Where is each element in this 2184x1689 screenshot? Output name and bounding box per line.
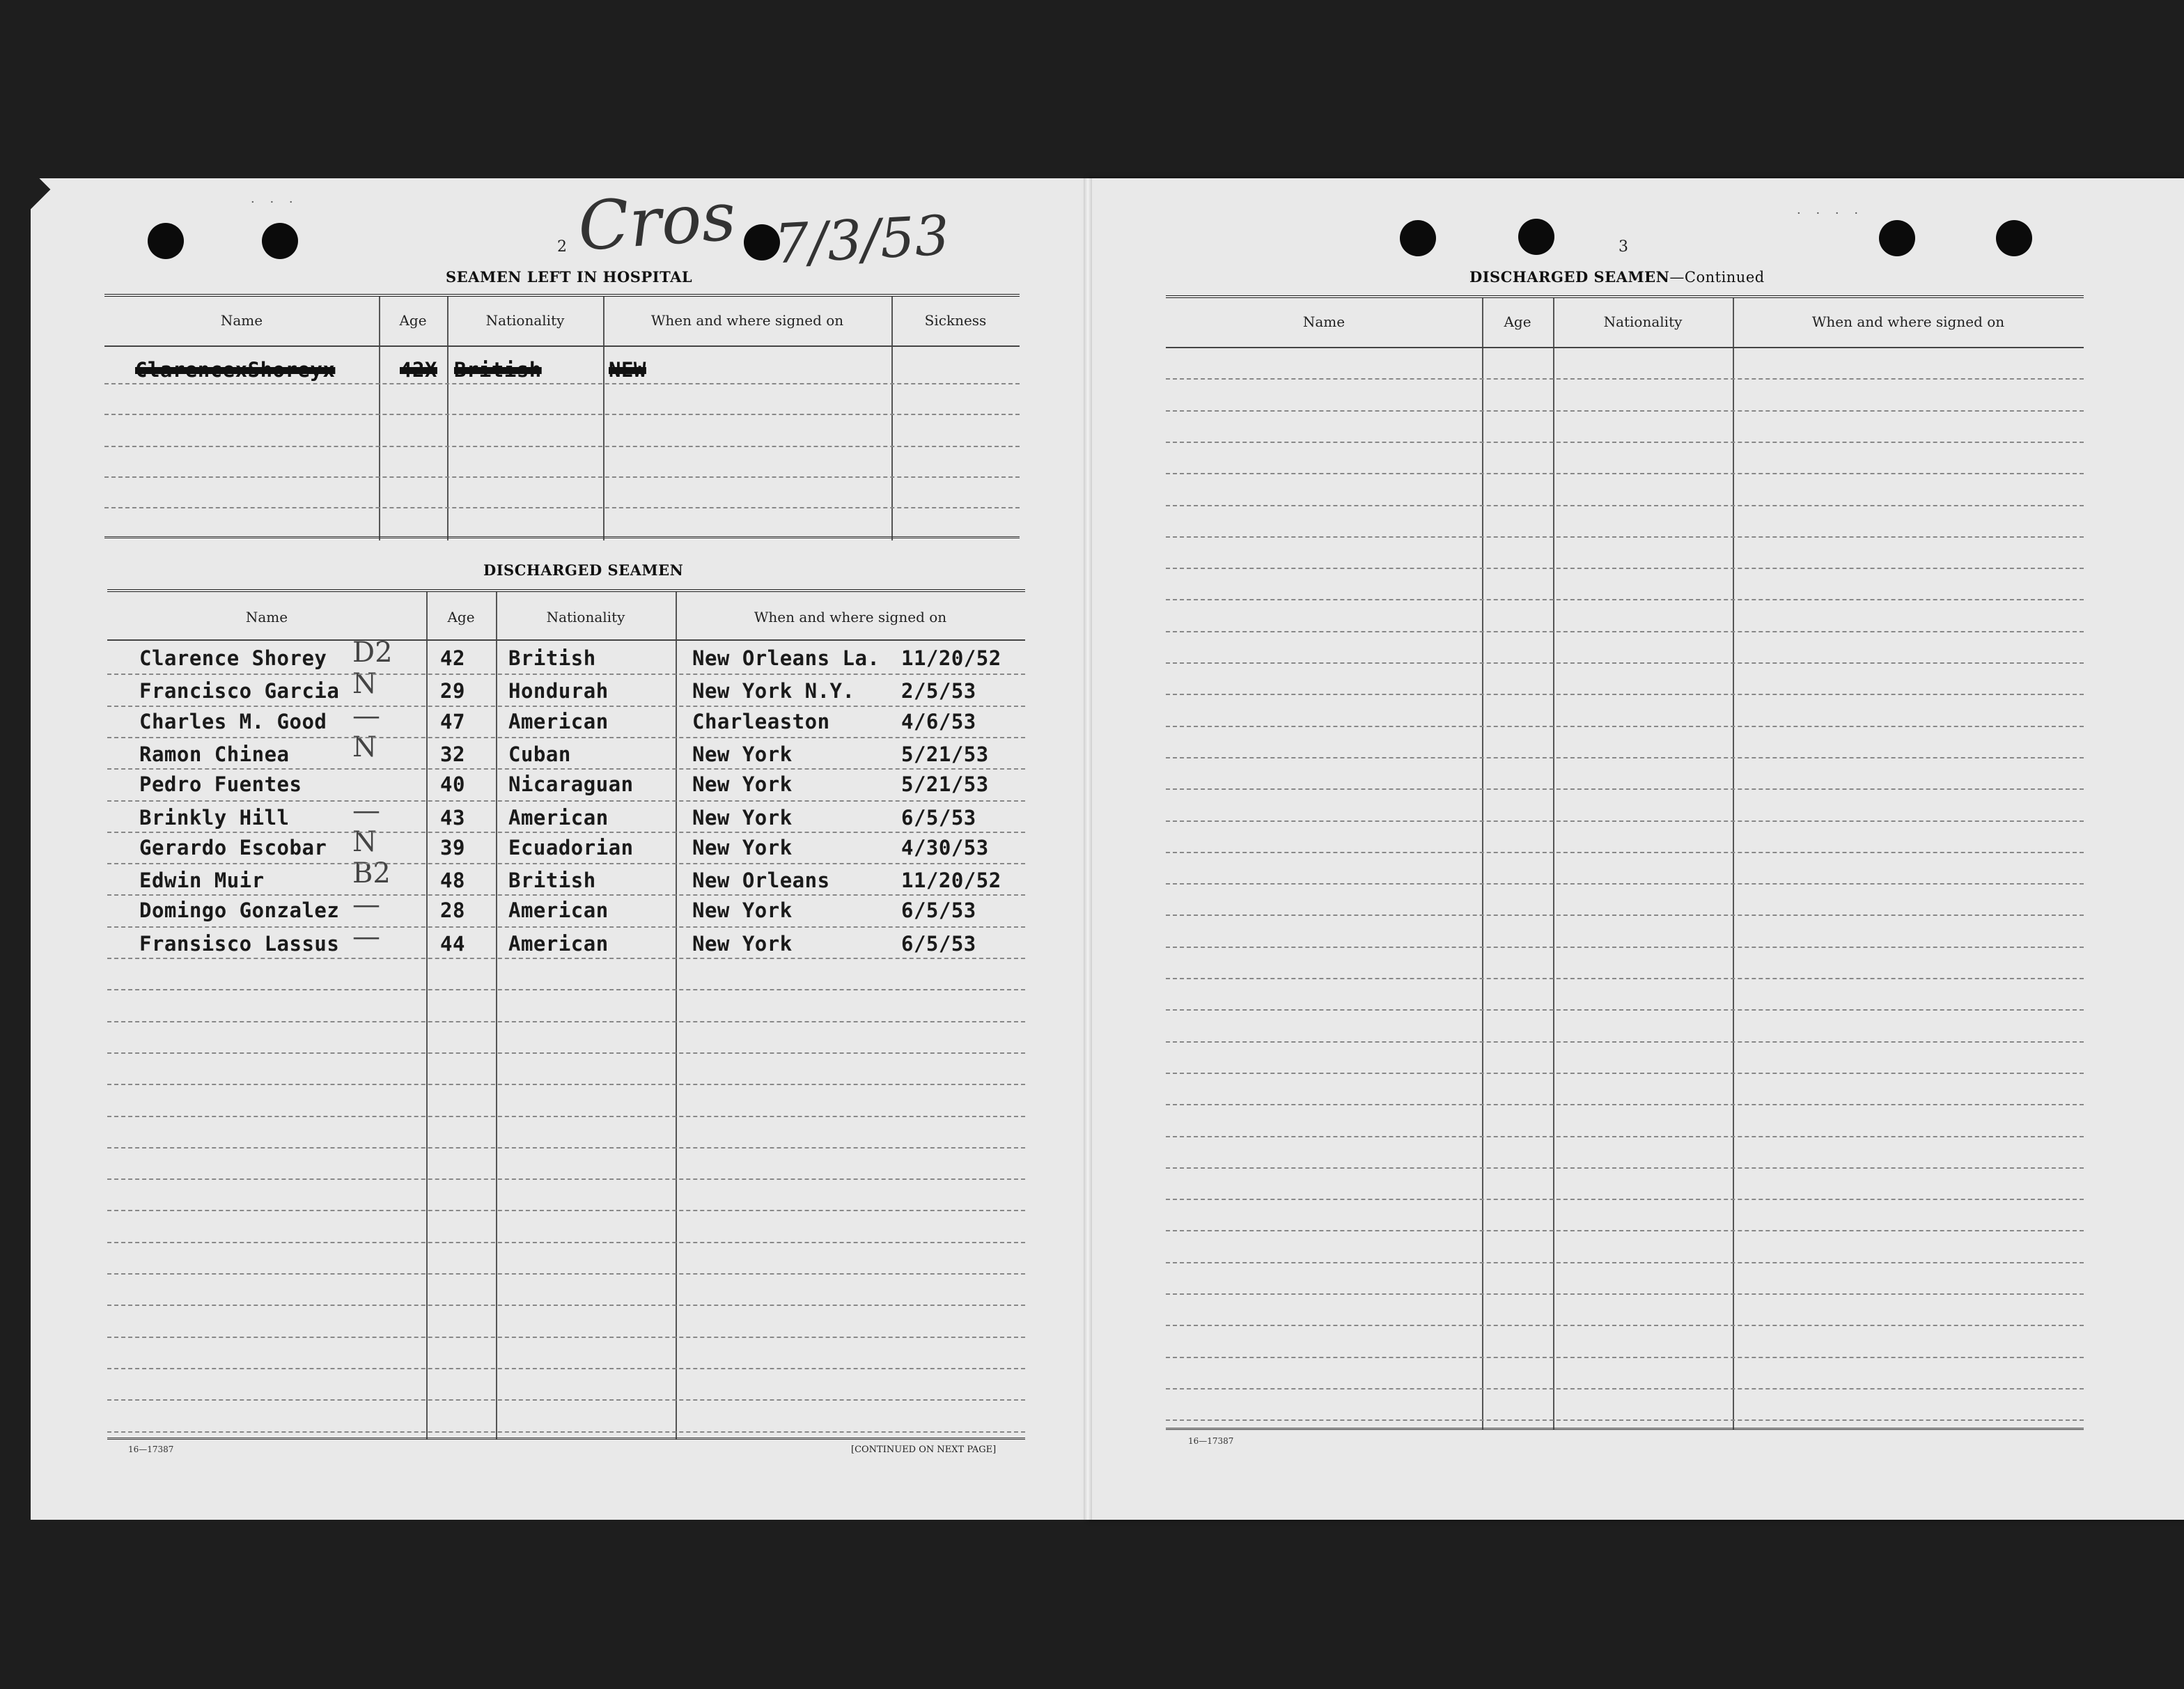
ruled-row [1166, 473, 2084, 474]
continued-table [1166, 295, 2084, 1436]
struck-signed-on: NEW [609, 358, 646, 382]
discharged-table [107, 589, 1025, 1442]
hospital-col-sickness: Sickness [924, 312, 987, 329]
discharged-nationality: British [508, 646, 596, 670]
discharged-place: New York N.Y. [692, 679, 855, 703]
table-row [107, 768, 1025, 800]
ruled-row [1166, 1230, 2084, 1231]
table-row [107, 857, 1025, 894]
ruled-row [1166, 410, 2084, 412]
ruled-row [1166, 947, 2084, 948]
ruled-row [1166, 599, 2084, 600]
discharged-nationality: Cuban [508, 742, 571, 766]
discharged-date: 11/20/52 [901, 869, 1001, 893]
discharged-date: 11/20/52 [901, 646, 1001, 670]
handwritten-mark: B2 [352, 857, 391, 890]
ruled-row [1166, 631, 2084, 632]
discharged-date: 6/5/53 [901, 931, 976, 956]
ruled-row [1166, 914, 2084, 916]
discharged-nationality: American [508, 931, 609, 956]
discharged-place: New Orleans La. [692, 646, 880, 670]
ruled-row [1166, 1293, 2084, 1295]
discharged-place: New York [692, 742, 793, 766]
table-row [107, 668, 1025, 705]
punch-hole [148, 223, 184, 259]
table-row [107, 794, 1025, 832]
discharged-age: 44 [440, 931, 465, 956]
table-row [107, 699, 1025, 737]
ruled-row [1166, 978, 2084, 979]
struck-age: 42X [400, 358, 437, 382]
discharged-name: Brinkly Hill [139, 805, 290, 830]
discharged-name: Francisco Garcia [139, 679, 340, 703]
hospital-col-name: Name [220, 312, 263, 329]
discharged-age: 29 [440, 679, 465, 703]
discharged-nationality: Nicaraguan [508, 772, 634, 797]
punch-hole [1879, 220, 1915, 256]
struck-name: ClarencexShoreyx [135, 358, 336, 382]
continued-footnote: [CONTINUED ON NEXT PAGE] [851, 1445, 997, 1455]
discharged-date: 4/30/53 [901, 835, 989, 859]
table-row [107, 731, 1025, 768]
table-row [107, 825, 1025, 863]
ruled-row [1166, 536, 2084, 538]
discharged-age: 43 [440, 805, 465, 830]
discharged-col-nationality: Nationality [546, 609, 625, 625]
discharged-col-age: Age [447, 609, 475, 625]
continued-col-age: Age [1504, 313, 1531, 330]
ruled-row [1166, 568, 2084, 569]
decorative-dots: · · · · [1797, 206, 1864, 221]
table-row [107, 637, 1025, 674]
punch-hole [1400, 220, 1436, 256]
continued-col-signed-on: When and where signed on [1811, 313, 2005, 330]
discharged-place: New York [692, 835, 793, 859]
hospital-section-title: SEAMEN LEFT IN HOSPITAL [446, 268, 693, 286]
discharged-nationality: Hondurah [508, 679, 609, 703]
handwritten-date: 7/3/53 [772, 204, 951, 277]
discharged-col-signed-on: When and where signed on [754, 609, 947, 625]
discharged-name: Gerardo Escobar [139, 835, 327, 859]
discharged-age: 48 [440, 869, 465, 893]
ruled-row [1166, 1009, 2084, 1011]
hospital-col-signed-on: When and where signed on [650, 312, 844, 329]
page-number-right: 3 [1618, 238, 1628, 256]
ruled-row [1166, 726, 2084, 727]
discharged-age: 47 [440, 709, 465, 733]
discharged-name: Ramon Chinea [139, 742, 290, 766]
form-number-left: 16—17387 [128, 1445, 174, 1454]
continued-section-title [1469, 268, 1765, 286]
hospital-table [104, 294, 1020, 540]
discharged-age: 32 [440, 742, 465, 766]
discharged-place: New York [692, 772, 793, 797]
struck-nationality: British [454, 358, 542, 382]
handwritten-mark: — [352, 920, 380, 953]
handwritten-mark: N [352, 825, 377, 858]
discharged-section-title: DISCHARGED SEAMEN [483, 561, 684, 579]
continued-col-nationality: Nationality [1603, 313, 1683, 330]
ruled-row [1166, 1073, 2084, 1074]
ruled-row [1166, 788, 2084, 790]
ruled-row [1166, 694, 2084, 695]
ruled-row [1166, 820, 2084, 822]
discharged-nationality: American [508, 898, 609, 923]
discharged-age: 28 [440, 898, 465, 923]
discharged-date: 5/21/53 [901, 742, 989, 766]
handwritten-mark: — [352, 699, 380, 732]
page-number-left: 2 [557, 238, 567, 256]
discharged-place: New York [692, 805, 793, 830]
ruled-row [1166, 1136, 2084, 1137]
continued-col-name: Name [1302, 313, 1346, 330]
discharged-date: 5/21/53 [901, 772, 989, 797]
discharged-name: Domingo Gonzalez [139, 898, 340, 923]
decorative-dots: · · · [251, 195, 299, 210]
discharged-place: New York [692, 931, 793, 956]
discharged-nationality: American [508, 709, 609, 733]
discharged-nationality: British [508, 869, 596, 893]
discharged-age: 39 [440, 835, 465, 859]
form-number-right: 16—17387 [1188, 1436, 1234, 1446]
ruled-row [1166, 505, 2084, 506]
ruled-row [1166, 1167, 2084, 1169]
ruled-row [1166, 378, 2084, 380]
ruled-row [1166, 1357, 2084, 1358]
ruled-row [1166, 883, 2084, 885]
handwritten-mark: N [352, 731, 377, 763]
ruled-row [1166, 1041, 2084, 1043]
discharged-name: Pedro Fuentes [139, 772, 302, 797]
discharged-name: Charles M. Good [139, 709, 327, 733]
ruled-row [1166, 1262, 2084, 1263]
ruled-row [1166, 1388, 2084, 1390]
ruled-row [1166, 757, 2084, 758]
ruled-row [1166, 1325, 2084, 1326]
discharged-col-name: Name [245, 609, 288, 625]
discharged-place: New York [692, 898, 793, 923]
handwritten-mark: — [352, 794, 380, 827]
discharged-name: Clarence Shorey [139, 646, 327, 670]
ruled-row [1166, 1419, 2084, 1421]
discharged-nationality: American [508, 805, 609, 830]
handwritten-mark: D2 [352, 637, 393, 669]
book-spine [1084, 178, 1092, 1520]
discharged-name: Edwin Muir [139, 869, 265, 893]
table-row [107, 889, 1025, 926]
discharged-age: 42 [440, 646, 465, 670]
punch-hole [1518, 219, 1554, 255]
discharged-age: 40 [440, 772, 465, 797]
discharged-date: 6/5/53 [901, 805, 976, 830]
hospital-col-nationality: Nationality [485, 312, 565, 329]
discharged-name: Fransisco Lassus [139, 931, 340, 956]
handwritten-note: Cros [575, 177, 739, 266]
discharged-nationality: Ecuadorian [508, 835, 634, 859]
continued-title-suffix: —Continued [1669, 269, 1765, 286]
discharged-date: 6/5/53 [901, 898, 976, 923]
table-row [107, 920, 1025, 958]
ruled-row [1166, 1199, 2084, 1200]
handwritten-mark: — [352, 889, 380, 921]
discharged-date: 4/6/53 [901, 709, 976, 733]
discharged-place: New Orleans [692, 869, 830, 893]
ruled-row [1166, 442, 2084, 443]
hospital-col-age: Age [399, 312, 427, 329]
continued-title-main: DISCHARGED SEAMEN [1469, 268, 1670, 286]
discharged-date: 2/5/53 [901, 679, 976, 703]
discharged-place: Charleaston [692, 709, 830, 733]
ruled-row [1166, 852, 2084, 853]
ruled-row [1166, 662, 2084, 664]
ruled-row [1166, 1104, 2084, 1105]
punch-hole [262, 223, 298, 259]
punch-hole [1996, 220, 2032, 256]
handwritten-mark: N [352, 668, 377, 701]
